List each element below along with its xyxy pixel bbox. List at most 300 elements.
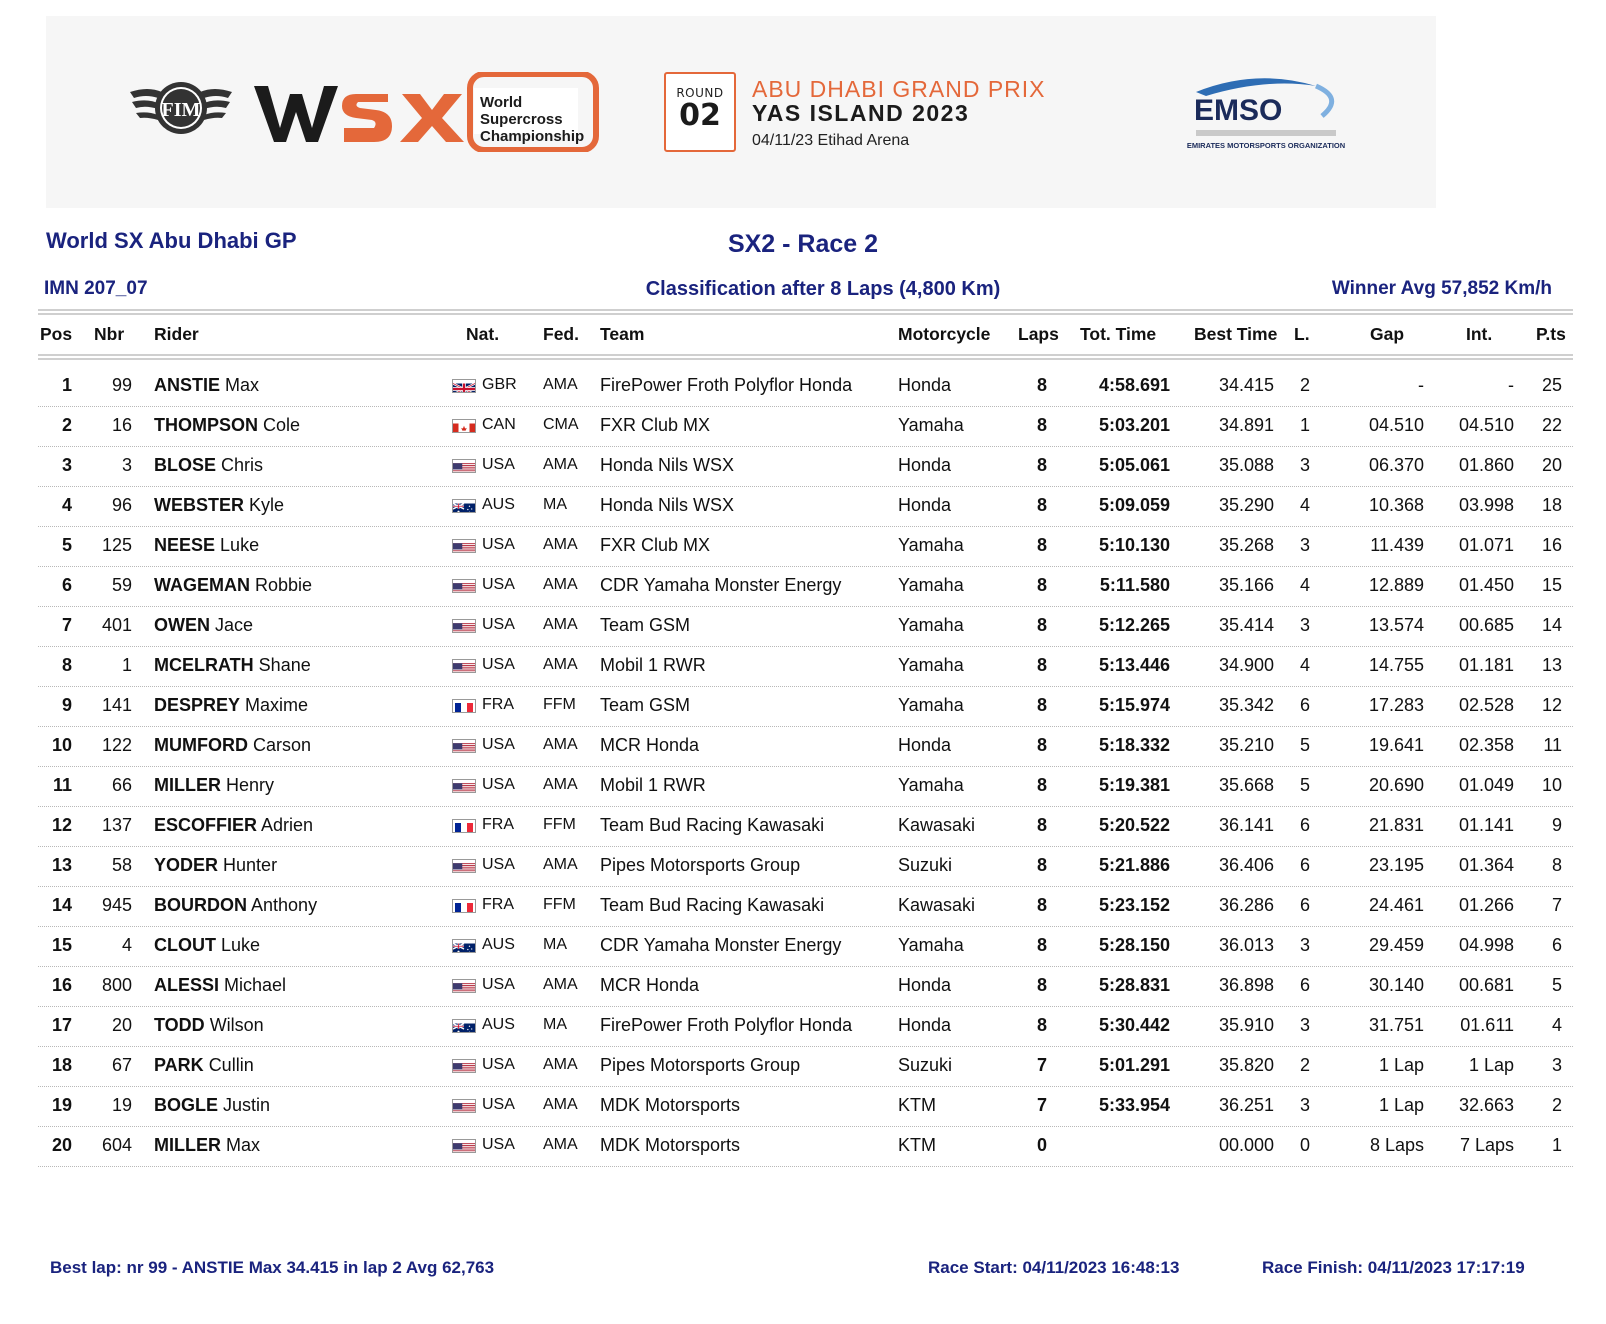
best-time-cell: 36.251	[1218, 1095, 1274, 1115]
rider-cell	[154, 574, 312, 596]
team-cell: Pipes Motorsports Group	[600, 855, 801, 875]
int-cell: 01.049	[1458, 775, 1514, 795]
best-lap-cell: 5	[1299, 735, 1310, 755]
nbr-cell: 3	[121, 455, 132, 475]
col-laps: Laps	[1018, 324, 1059, 344]
rider-first-name: Wilson	[209, 1015, 264, 1035]
col-tot-time: Tot. Time	[1080, 324, 1157, 344]
best-lap-cell: 4	[1299, 655, 1310, 675]
team-cell: MDK Motorsports	[600, 1135, 741, 1155]
table-row	[0, 490, 1606, 530]
rider-last-name: TODD	[154, 1015, 205, 1035]
team-cell: FirePower Froth Polyflor Honda	[600, 1015, 853, 1035]
event-title-line1: ABU DHABI GRAND PRIX	[752, 76, 1046, 102]
rider-last-name: YODER	[154, 855, 219, 875]
usa-flag-icon	[452, 739, 476, 753]
team-cell: FXR Club MX	[600, 415, 711, 435]
tot-time-cell: 5:09.059	[1098, 495, 1170, 515]
best-time-cell: 36.013	[1218, 935, 1274, 955]
nat-cell: USA	[482, 1056, 515, 1073]
nbr-cell: 20	[111, 1015, 132, 1035]
int-cell: 00.685	[1458, 615, 1514, 635]
col-team: Team	[600, 324, 645, 344]
best-lap-cell: 3	[1299, 455, 1310, 475]
nbr-cell: 59	[111, 575, 132, 595]
laps-cell: 8	[1036, 375, 1047, 395]
rider-first-name: Cole	[263, 415, 301, 435]
table-row	[0, 1010, 1606, 1050]
best-lap-cell: 5	[1299, 775, 1310, 795]
nbr-cell: 16	[111, 415, 132, 435]
int-cell: 01.266	[1458, 895, 1514, 915]
fed-cell: MA	[543, 1016, 567, 1033]
row-divider	[38, 646, 1573, 647]
nbr-cell: 67	[111, 1055, 132, 1075]
team-cell: CDR Yamaha Monster Energy	[600, 935, 842, 955]
nbr-cell: 800	[101, 975, 132, 995]
motorcycle-cell: Kawasaki	[898, 815, 976, 835]
row-divider	[38, 1006, 1573, 1007]
int-cell: 01.611	[1460, 1015, 1514, 1035]
best-lap-cell: 4	[1299, 575, 1310, 595]
laps-cell: 8	[1036, 655, 1047, 675]
int-cell: 7 Laps	[1459, 1135, 1514, 1155]
row-divider	[38, 1086, 1573, 1087]
pts-cell: 13	[1541, 655, 1562, 675]
tot-time-cell: 5:20.522	[1098, 815, 1170, 835]
rider-cell	[154, 774, 274, 796]
fed-cell: AMA	[543, 616, 578, 633]
best-lap-cell: 3	[1299, 1095, 1310, 1115]
rider-last-name: ALESSI	[154, 975, 220, 995]
tot-time-cell: 5:18.332	[1098, 735, 1170, 755]
col-pos: Pos	[40, 324, 73, 344]
nbr-cell: 141	[101, 695, 132, 715]
rider-last-name: BLOSE	[154, 455, 217, 475]
nbr-cell: 19	[111, 1095, 132, 1115]
best-time-cell: 34.900	[1218, 655, 1274, 675]
motorcycle-cell: Yamaha	[898, 935, 964, 955]
int-cell: 01.141	[1458, 815, 1514, 835]
col-pts: P.ts	[1536, 324, 1566, 344]
best-lap-cell: 0	[1299, 1135, 1310, 1155]
pts-cell: 18	[1541, 495, 1562, 515]
laps-cell: 8	[1036, 975, 1047, 995]
row-divider	[38, 526, 1573, 527]
fra-flag-icon	[452, 699, 476, 713]
nat-cell: USA	[482, 1096, 515, 1113]
gap-cell: 24.461	[1368, 895, 1424, 915]
col-gap: Gap	[1370, 324, 1405, 344]
rider-first-name: Kyle	[249, 495, 285, 515]
best-time-cell: 35.668	[1218, 775, 1274, 795]
rider-cell	[154, 654, 311, 676]
rider-last-name: PARK	[154, 1055, 204, 1075]
tot-time-cell: 5:05.061	[1098, 455, 1170, 475]
best-time-cell: 36.898	[1218, 975, 1274, 995]
tot-time-cell: 5:30.442	[1098, 1015, 1170, 1035]
motorcycle-cell: Honda	[898, 735, 952, 755]
pts-cell: 10	[1541, 775, 1562, 795]
rider-first-name: Hunter	[223, 855, 278, 875]
rider-last-name: BOGLE	[154, 1095, 219, 1115]
table-row	[0, 1050, 1606, 1090]
table-row	[0, 730, 1606, 770]
fed-cell: AMA	[543, 1056, 578, 1073]
team-cell: Team Bud Racing Kawasaki	[600, 815, 825, 835]
race-finish: Race Finish: 04/11/2023 17:17:19	[1262, 1258, 1525, 1277]
int-cell: 01.071	[1458, 535, 1514, 555]
event-name: World SX Abu Dhabi GP	[46, 228, 297, 253]
fed-cell: AMA	[543, 736, 578, 753]
gap-cell: 11.439	[1370, 535, 1424, 555]
col-l: L.	[1294, 324, 1310, 344]
nat-cell: USA	[482, 976, 515, 993]
pos-cell: 1	[61, 375, 72, 395]
team-cell: MDK Motorsports	[600, 1095, 741, 1115]
gap-cell: 20.690	[1368, 775, 1424, 795]
laps-cell: 8	[1036, 775, 1047, 795]
pos-cell: 12	[51, 815, 72, 835]
pts-cell: 25	[1541, 375, 1562, 395]
wsx-supercross-text: Supercross	[480, 111, 563, 128]
nat-cell: USA	[482, 456, 515, 473]
table-row	[0, 410, 1606, 450]
best-time-cell: 36.141	[1218, 815, 1274, 835]
fra-flag-icon	[452, 819, 476, 833]
best-time-cell: 36.406	[1218, 855, 1274, 875]
rider-last-name: MCELRATH	[154, 655, 254, 675]
int-cell: 01.450	[1458, 575, 1514, 595]
best-lap-cell: 1	[1299, 415, 1310, 435]
usa-flag-icon	[452, 579, 476, 593]
fed-cell: CMA	[543, 416, 579, 433]
fra-flag-icon	[452, 899, 476, 913]
aus-flag-icon	[452, 499, 476, 513]
rider-first-name: Cullin	[208, 1055, 254, 1075]
pos-cell: 17	[51, 1015, 72, 1035]
best-lap-cell: 6	[1299, 855, 1310, 875]
row-divider	[38, 486, 1573, 487]
table-row	[0, 850, 1606, 890]
tot-time-cell: 5:01.291	[1098, 1055, 1170, 1075]
nat-cell: CAN	[482, 416, 516, 433]
nat-cell: USA	[482, 736, 515, 753]
rider-first-name: Henry	[226, 775, 275, 795]
event-banner	[46, 16, 1436, 208]
table-row	[0, 690, 1606, 730]
table-row	[0, 930, 1606, 970]
gap-cell: 14.755	[1368, 655, 1424, 675]
int-cell: -	[1508, 375, 1514, 395]
rider-cell	[154, 1094, 270, 1116]
pos-cell: 13	[51, 855, 72, 875]
fed-cell: AMA	[543, 456, 578, 473]
tot-time-cell: 5:21.886	[1098, 855, 1170, 875]
fed-cell: FFM	[543, 896, 576, 913]
team-cell: Honda Nils WSX	[600, 495, 735, 515]
document-code: IMN 207_07	[44, 278, 148, 299]
best-time-cell: 35.166	[1218, 575, 1274, 595]
team-cell: Honda Nils WSX	[600, 455, 735, 475]
col-int: Int.	[1466, 324, 1493, 344]
header-rule-top-2	[38, 313, 1573, 315]
usa-flag-icon	[452, 1059, 476, 1073]
team-cell: Pipes Motorsports Group	[600, 1055, 801, 1075]
tot-time-cell: 5:15.974	[1098, 695, 1170, 715]
svg-text:FIM: FIM	[161, 99, 201, 121]
nbr-cell: 58	[111, 855, 132, 875]
race-title: SX2 - Race 2	[727, 230, 879, 258]
tot-time-cell: 5:12.265	[1098, 615, 1170, 635]
tot-time-cell: 5:33.954	[1098, 1095, 1170, 1115]
pts-cell: 16	[1541, 535, 1562, 555]
rider-last-name: MUMFORD	[154, 735, 248, 755]
pos-cell: 3	[61, 455, 72, 475]
fed-cell: AMA	[543, 1136, 578, 1153]
winner-average: Winner Avg 57,852 Km/h	[1331, 278, 1552, 299]
row-divider	[38, 606, 1573, 607]
rider-last-name: ESCOFFIER	[154, 815, 258, 835]
table-row	[0, 530, 1606, 570]
nat-cell: AUS	[482, 1016, 515, 1033]
best-time-cell: 35.342	[1218, 695, 1274, 715]
row-divider	[38, 886, 1573, 887]
nat-cell: AUS	[482, 496, 515, 513]
motorcycle-cell: Yamaha	[898, 415, 964, 435]
col-motorcycle: Motorcycle	[898, 324, 991, 344]
gbr-flag-icon	[452, 379, 476, 393]
row-divider	[38, 806, 1573, 807]
classification-title: Classification after 8 Laps (4,800 Km)	[645, 278, 1001, 300]
gap-cell: 8 Laps	[1369, 1135, 1424, 1155]
can-flag-icon	[452, 419, 476, 433]
rider-cell	[154, 534, 259, 556]
motorcycle-cell: Yamaha	[898, 655, 964, 675]
team-cell: MCR Honda	[600, 735, 700, 755]
nat-cell: FRA	[482, 696, 514, 713]
laps-cell: 8	[1036, 1015, 1047, 1035]
col-fed: Fed.	[543, 324, 579, 344]
rider-cell	[154, 1054, 254, 1076]
int-cell: 02.358	[1458, 735, 1514, 755]
team-cell: Team Bud Racing Kawasaki	[600, 895, 825, 915]
usa-flag-icon	[452, 1139, 476, 1153]
fed-cell: AMA	[543, 856, 578, 873]
round-label: ROUND	[676, 86, 724, 100]
round-badge	[664, 72, 736, 152]
team-cell: Mobil 1 RWR	[600, 775, 706, 795]
row-divider	[38, 1166, 1573, 1167]
best-time-cell: 35.088	[1218, 455, 1274, 475]
laps-cell: 8	[1036, 455, 1047, 475]
rider-cell	[154, 454, 263, 476]
rider-first-name: Jace	[215, 615, 254, 635]
fed-cell: MA	[543, 496, 567, 513]
row-divider	[38, 686, 1573, 687]
nat-cell: USA	[482, 1136, 515, 1153]
rider-last-name: DESPREY	[154, 695, 241, 715]
laps-cell: 8	[1036, 615, 1047, 635]
rider-cell	[154, 854, 277, 876]
rider-first-name: Robbie	[255, 575, 313, 595]
int-cell: 04.510	[1458, 415, 1514, 435]
rider-first-name: Luke	[221, 935, 261, 955]
best-lap-cell: 6	[1299, 815, 1310, 835]
row-divider	[38, 1126, 1573, 1127]
rider-cell	[154, 814, 313, 836]
row-divider	[38, 966, 1573, 967]
laps-cell: 8	[1036, 895, 1047, 915]
motorcycle-cell: Kawasaki	[898, 895, 976, 915]
fed-cell: MA	[543, 936, 567, 953]
pts-cell: 6	[1551, 935, 1562, 955]
rider-first-name: Justin	[223, 1095, 271, 1115]
nbr-cell: 99	[111, 375, 132, 395]
best-lap-note: Best lap: nr 99 - ANSTIE Max 34.415 in lap 2 Avg 62,763	[50, 1258, 495, 1277]
col-nbr: Nbr	[94, 324, 125, 344]
rider-last-name: THOMPSON	[154, 415, 259, 435]
team-cell: Team GSM	[600, 695, 691, 715]
gap-cell: 19.641	[1368, 735, 1424, 755]
fim-logo-icon	[128, 78, 234, 142]
nbr-cell: 137	[101, 815, 132, 835]
nbr-cell: 125	[101, 535, 132, 555]
fed-cell: FFM	[543, 816, 576, 833]
tot-time-cell: 5:10.130	[1098, 535, 1170, 555]
rider-last-name: MILLER	[154, 775, 221, 795]
gap-cell: 29.459	[1368, 935, 1424, 955]
gap-cell: 1 Lap	[1378, 1055, 1424, 1075]
fed-cell: AMA	[543, 976, 578, 993]
laps-cell: 8	[1036, 415, 1047, 435]
emso-name: EMSO	[1194, 94, 1283, 127]
pts-cell: 8	[1551, 855, 1562, 875]
best-time-cell: 00.000	[1218, 1135, 1274, 1155]
rider-cell	[154, 494, 284, 516]
motorcycle-cell: Yamaha	[898, 615, 964, 635]
rider-first-name: Shane	[258, 655, 311, 675]
pos-cell: 14	[51, 895, 72, 915]
motorcycle-cell: Suzuki	[898, 1055, 953, 1075]
col-best-time: Best Time	[1194, 324, 1278, 344]
tot-time-cell: 4:58.691	[1098, 375, 1170, 395]
table-row	[0, 970, 1606, 1010]
pos-cell: 16	[51, 975, 72, 995]
pts-cell: 2	[1551, 1095, 1562, 1115]
gap-cell: 06.370	[1368, 455, 1424, 475]
best-time-cell: 34.415	[1218, 375, 1274, 395]
row-divider	[38, 926, 1573, 927]
tot-time-cell: 5:28.150	[1098, 935, 1170, 955]
best-time-cell: 35.414	[1218, 615, 1274, 635]
tot-time-cell: 5:19.381	[1098, 775, 1170, 795]
rider-first-name: Carson	[253, 735, 312, 755]
motorcycle-cell: Honda	[898, 495, 952, 515]
gap-cell: 23.195	[1368, 855, 1424, 875]
table-row	[0, 890, 1606, 930]
rider-cell	[154, 414, 300, 436]
pos-cell: 11	[52, 775, 72, 795]
tot-time-cell: 5:11.580	[1099, 575, 1170, 595]
laps-cell: 7	[1036, 1055, 1047, 1075]
rider-last-name: OWEN	[154, 615, 210, 635]
laps-cell: 8	[1036, 575, 1047, 595]
usa-flag-icon	[452, 659, 476, 673]
table-row	[0, 770, 1606, 810]
laps-cell: 0	[1036, 1135, 1047, 1155]
rider-cell	[154, 734, 311, 756]
int-cell: 01.364	[1458, 855, 1514, 875]
wsx-logo-icon	[252, 72, 600, 152]
nbr-cell: 401	[101, 615, 132, 635]
tot-time-cell: 5:03.201	[1098, 415, 1170, 435]
int-cell: 1 Lap	[1468, 1055, 1514, 1075]
fed-cell: AMA	[543, 776, 578, 793]
rider-cell	[154, 614, 253, 636]
motorcycle-cell: Yamaha	[898, 575, 964, 595]
rider-first-name: Adrien	[261, 815, 314, 835]
usa-flag-icon	[452, 1099, 476, 1113]
pts-cell: 3	[1551, 1055, 1562, 1075]
header-rule-bottom	[38, 354, 1573, 356]
pts-cell: 9	[1551, 815, 1562, 835]
gap-cell: -	[1418, 375, 1424, 395]
rider-cell	[154, 1014, 264, 1036]
motorcycle-cell: Honda	[898, 455, 952, 475]
row-divider	[38, 846, 1573, 847]
row-divider	[38, 566, 1573, 567]
tot-time-cell: 5:23.152	[1098, 895, 1170, 915]
nat-cell: USA	[482, 576, 515, 593]
motorcycle-cell: Yamaha	[898, 775, 964, 795]
int-cell: 03.998	[1458, 495, 1514, 515]
rider-cell	[154, 374, 259, 396]
int-cell: 01.181	[1458, 655, 1514, 675]
pts-cell: 11	[1543, 735, 1562, 755]
motorcycle-cell: Suzuki	[898, 855, 953, 875]
pts-cell: 22	[1541, 415, 1562, 435]
pos-cell: 5	[61, 535, 72, 555]
laps-cell: 8	[1036, 855, 1047, 875]
usa-flag-icon	[452, 979, 476, 993]
pos-cell: 4	[61, 495, 72, 515]
best-lap-cell: 3	[1299, 535, 1310, 555]
usa-flag-icon	[452, 539, 476, 553]
rider-last-name: NEESE	[154, 535, 216, 555]
pos-cell: 6	[61, 575, 72, 595]
team-cell: Team GSM	[600, 615, 691, 635]
team-cell: FXR Club MX	[600, 535, 711, 555]
rider-last-name: BOURDON	[154, 895, 247, 915]
col-rider: Rider	[154, 324, 199, 344]
table-row	[0, 810, 1606, 850]
round-number: 02	[679, 98, 721, 133]
fed-cell: FFM	[543, 696, 576, 713]
pts-cell: 20	[1541, 455, 1562, 475]
rider-cell	[154, 694, 308, 716]
best-lap-cell: 6	[1299, 975, 1310, 995]
usa-flag-icon	[452, 459, 476, 473]
pos-cell: 8	[61, 655, 72, 675]
nat-cell: USA	[482, 536, 515, 553]
int-cell: 32.663	[1458, 1095, 1514, 1115]
laps-cell: 8	[1036, 735, 1047, 755]
best-lap-cell: 3	[1299, 1015, 1310, 1035]
gap-cell: 04.510	[1368, 415, 1424, 435]
gap-cell: 17.283	[1368, 695, 1424, 715]
wsx-world-text: World	[480, 94, 523, 111]
